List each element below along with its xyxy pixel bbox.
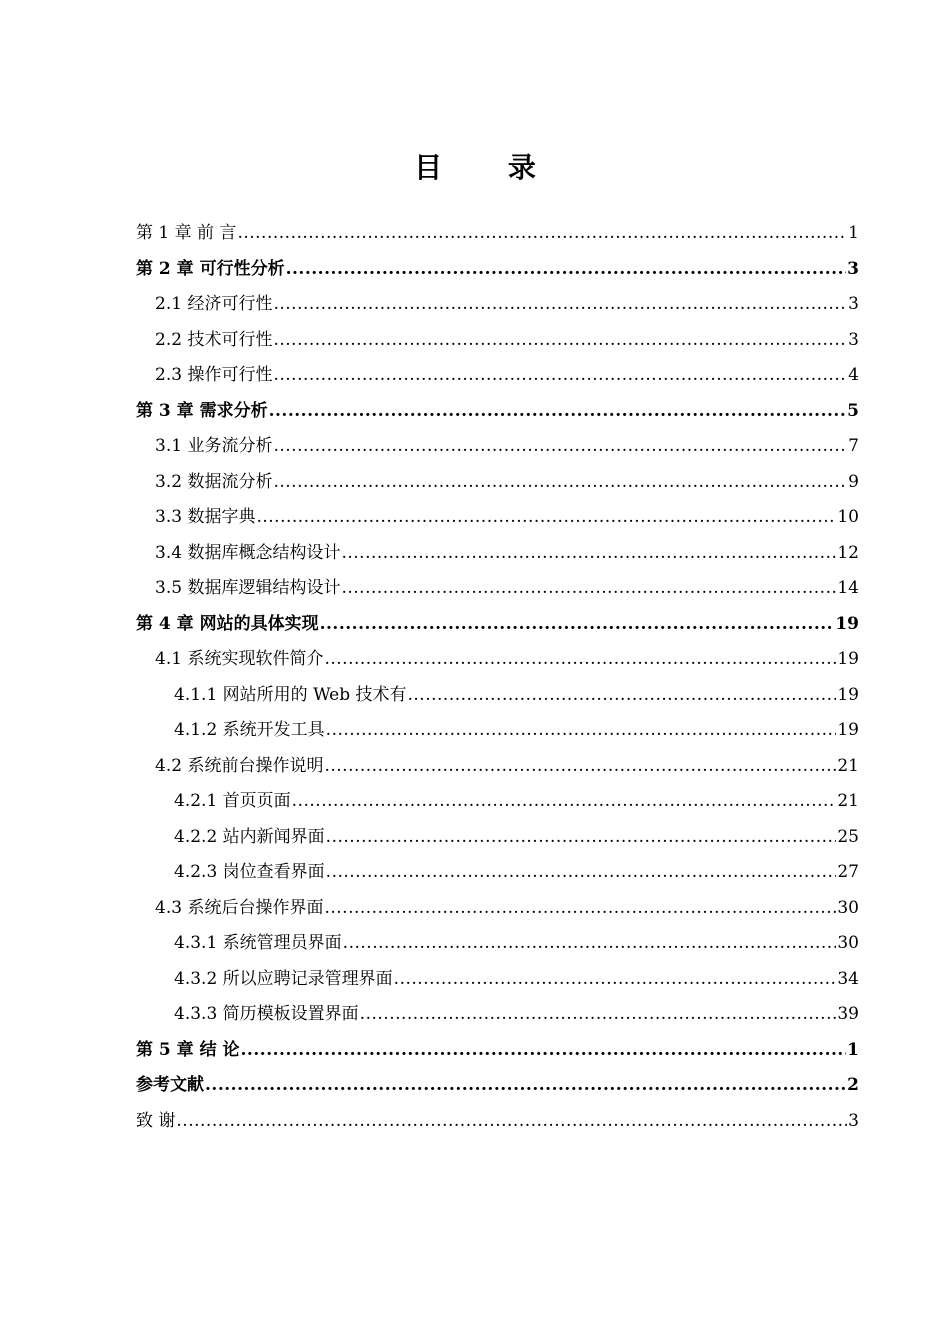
toc-entry-page-number: 1 — [848, 223, 859, 243]
toc-entry-page-number: 14 — [837, 578, 859, 598]
toc-dot-leader — [273, 429, 847, 465]
toc-entry-label: 4.2.1 首页页面 — [174, 791, 291, 811]
toc-dot-leader — [176, 1104, 847, 1140]
toc-entry-page-number: 3 — [848, 329, 859, 350]
toc-dot-leader — [326, 820, 837, 856]
toc-entry-label: 3.1 业务流分析 — [155, 436, 273, 456]
toc-entry[interactable] — [136, 500, 859, 536]
toc-entry-label: 第 4 章 网站的具体实现 — [136, 613, 319, 634]
toc-entry-label: 4.1.2 系统开发工具 — [174, 720, 325, 740]
toc-entry[interactable] — [136, 252, 859, 288]
toc-entry-page-number: 39 — [837, 1004, 859, 1024]
toc-entry-page-number: 4 — [848, 365, 859, 385]
toc-entry-page-number: 2 — [847, 1075, 859, 1095]
toc-entry-label: 3.5 数据库逻辑结构设计 — [155, 578, 341, 598]
toc-entry-label: 参考文献 — [136, 1075, 204, 1095]
toc-entry-label: 3.4 数据库概念结构设计 — [155, 542, 341, 563]
toc-entry[interactable] — [136, 394, 859, 430]
toc-entry-label: 2.3 操作可行性 — [155, 365, 273, 385]
toc-entry-page-number: 3 — [847, 258, 859, 279]
toc-entry-page-number: 19 — [837, 649, 859, 669]
toc-entry-label: 第 1 章 前 言 — [136, 223, 237, 243]
toc-dot-leader — [273, 323, 847, 359]
toc-dot-leader — [286, 252, 847, 288]
toc-entry-page-number: 10 — [837, 507, 859, 527]
toc-entry-page-number: 21 — [837, 791, 859, 811]
toc-entry-page-number: 9 — [848, 471, 859, 492]
toc-entry[interactable] — [136, 855, 859, 891]
toc-entry-page-number: 30 — [837, 897, 859, 918]
toc-entry-page-number: 1 — [847, 1039, 859, 1060]
toc-dot-leader — [273, 287, 847, 323]
toc-entry[interactable] — [136, 962, 859, 998]
toc-entry-page-number: 21 — [837, 755, 859, 776]
toc-dot-leader — [394, 962, 837, 998]
toc-entry-label: 第 3 章 需求分析 — [136, 400, 268, 421]
toc-entry-page-number: 27 — [837, 862, 859, 882]
toc-entry-label: 4.1.1 网站所用的 Web 技术有 — [174, 684, 407, 705]
toc-entry[interactable] — [136, 287, 859, 323]
toc-dot-leader — [269, 394, 847, 430]
toc-entry[interactable] — [136, 891, 859, 927]
toc-dot-leader — [343, 926, 837, 962]
toc-entry-label: 4.2 系统前台操作说明 — [155, 755, 324, 776]
toc-entry[interactable] — [136, 323, 859, 359]
toc-entry-label: 4.3.2 所以应聘记录管理界面 — [174, 968, 393, 989]
toc-dot-leader — [292, 784, 837, 820]
toc-dot-leader — [341, 536, 836, 572]
toc-entry[interactable] — [136, 429, 859, 465]
toc-dot-leader — [256, 500, 836, 536]
toc-entry-label: 4.2.2 站内新闻界面 — [174, 826, 325, 847]
toc-dot-leader — [324, 891, 836, 927]
table-of-contents — [136, 216, 859, 1139]
toc-entry-label: 2.2 技术可行性 — [155, 329, 273, 350]
toc-title: 目 录 — [414, 151, 564, 184]
toc-entry[interactable] — [136, 1068, 859, 1104]
toc-dot-leader — [205, 1068, 846, 1104]
toc-entry[interactable] — [136, 536, 859, 572]
toc-entry-page-number: 25 — [837, 826, 859, 847]
toc-dot-leader — [237, 216, 847, 252]
toc-dot-leader — [273, 358, 847, 394]
toc-entry[interactable] — [136, 358, 859, 394]
toc-entry[interactable] — [136, 571, 859, 607]
toc-entry-label: 4.3.1 系统管理员界面 — [174, 933, 342, 953]
toc-entry[interactable] — [136, 1104, 859, 1140]
toc-dot-leader — [241, 1033, 847, 1069]
toc-entry[interactable] — [136, 926, 859, 962]
toc-entry[interactable] — [136, 642, 859, 678]
toc-entry[interactable] — [136, 607, 859, 643]
toc-entry[interactable] — [136, 997, 859, 1033]
toc-dot-leader — [326, 855, 837, 891]
toc-entry-label: 4.3.3 简历模板设置界面 — [174, 1004, 359, 1024]
toc-dot-leader — [360, 997, 837, 1033]
toc-entry[interactable] — [136, 465, 859, 501]
toc-entry-page-number: 7 — [848, 436, 859, 456]
toc-entry[interactable] — [136, 820, 859, 856]
toc-dot-leader — [320, 607, 835, 643]
toc-dot-leader — [324, 749, 836, 785]
toc-entry-label: 3.3 数据字典 — [155, 507, 256, 527]
toc-entry[interactable] — [136, 749, 859, 785]
toc-dot-leader — [324, 642, 836, 678]
toc-entry[interactable] — [136, 678, 859, 714]
toc-entry-label: 2.1 经济可行性 — [155, 294, 273, 314]
toc-entry-label: 4.2.3 岗位查看界面 — [174, 862, 325, 882]
toc-dot-leader — [408, 678, 837, 714]
toc-dot-leader — [341, 571, 836, 607]
toc-entry-page-number: 3 — [848, 1110, 859, 1131]
toc-entry-page-number: 12 — [837, 542, 859, 563]
toc-dot-leader — [273, 465, 847, 501]
toc-entry-page-number: 34 — [837, 968, 859, 989]
toc-entry-page-number: 19 — [837, 720, 859, 740]
toc-entry-label: 致 谢 — [136, 1110, 176, 1131]
toc-entry-page-number: 3 — [848, 294, 859, 314]
toc-entry-label: 4.3 系统后台操作界面 — [155, 897, 324, 918]
toc-entry[interactable] — [136, 1033, 859, 1069]
toc-entry-page-number: 5 — [847, 400, 859, 421]
toc-entry-page-number: 30 — [837, 933, 859, 953]
toc-dot-leader — [326, 713, 837, 749]
toc-entry[interactable] — [136, 713, 859, 749]
toc-entry-label: 第 5 章 结 论 — [136, 1039, 240, 1060]
toc-entry[interactable] — [136, 784, 859, 820]
toc-entry-label: 第 2 章 可行性分析 — [136, 258, 285, 279]
toc-entry-page-number: 19 — [837, 684, 859, 705]
toc-entry-label: 3.2 数据流分析 — [155, 471, 273, 492]
toc-entry-page-number: 19 — [835, 613, 859, 634]
toc-entry-label: 4.1 系统实现软件简介 — [155, 649, 324, 669]
toc-entry[interactable] — [136, 216, 859, 252]
